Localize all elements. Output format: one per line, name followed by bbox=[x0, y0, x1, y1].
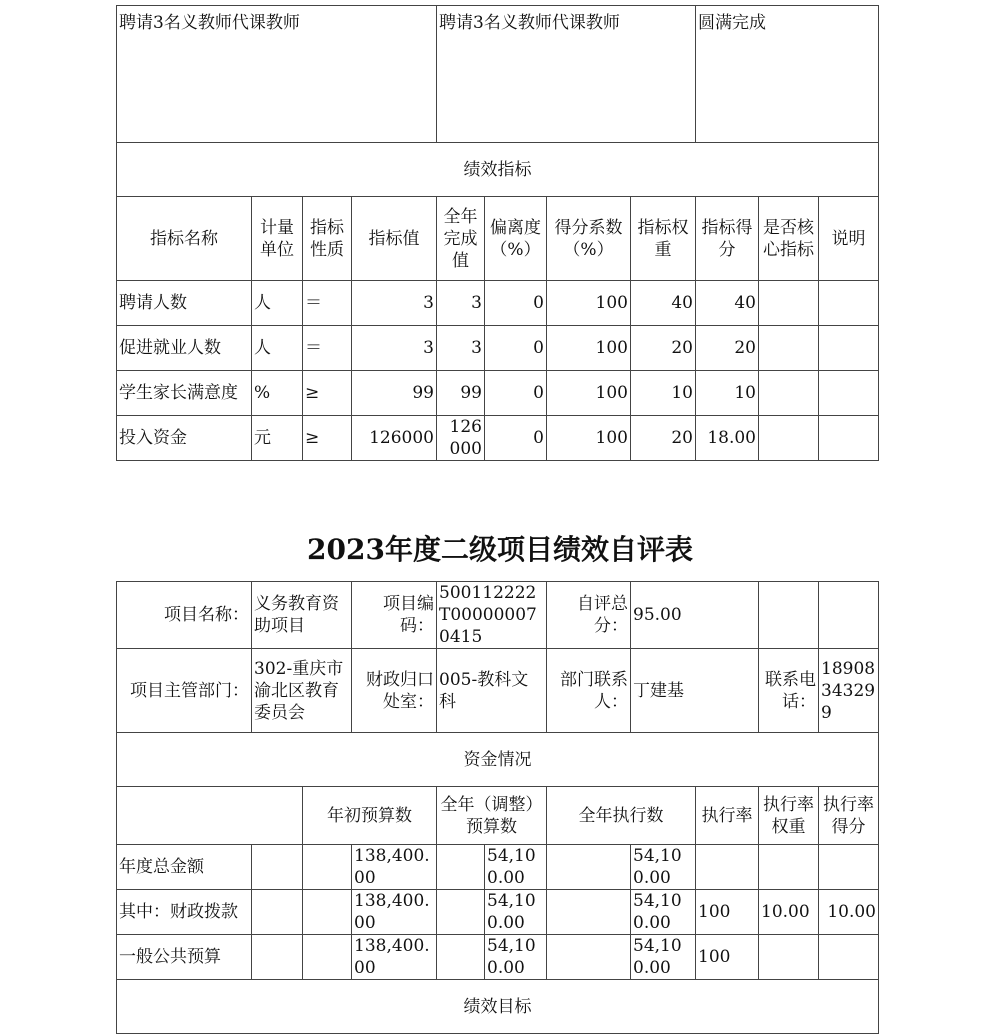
unit: 人 bbox=[252, 326, 303, 371]
remark bbox=[819, 416, 879, 461]
empty-cell bbox=[303, 890, 352, 935]
weight: 10 bbox=[631, 371, 696, 416]
score-coefficient: 100 bbox=[547, 416, 631, 461]
indicator-name: 投入资金 bbox=[117, 416, 252, 461]
table-row bbox=[117, 371, 879, 416]
goal-planned: 聘请3名义教师代课教师 bbox=[117, 6, 437, 143]
empty-cell bbox=[303, 935, 352, 980]
score: 20 bbox=[696, 326, 759, 371]
document-title: 2023年度二级项目绩效自评表 bbox=[307, 533, 693, 566]
fund-header: 全年（调整）预算数 bbox=[437, 787, 547, 845]
empty-cell bbox=[252, 845, 303, 890]
unit: 元 bbox=[252, 416, 303, 461]
empty-cell bbox=[437, 890, 485, 935]
weight: 40 bbox=[631, 281, 696, 326]
nature: ＝ bbox=[303, 281, 352, 326]
phone: 18908343299 bbox=[819, 649, 879, 733]
indicator-name: 聘请人数 bbox=[117, 281, 252, 326]
rate-score bbox=[819, 935, 879, 980]
weight: 20 bbox=[631, 416, 696, 461]
executed-amount: 54,100.00 bbox=[631, 845, 696, 890]
fund-section-title: 资金情况 bbox=[117, 733, 879, 787]
empty-cell bbox=[437, 935, 485, 980]
remark bbox=[819, 371, 879, 416]
core-flag bbox=[759, 371, 819, 416]
header-cell: 得分系数（%） bbox=[547, 197, 631, 281]
finance-office: 005-教科文科 bbox=[437, 649, 547, 733]
target-value: 99 bbox=[352, 371, 437, 416]
execution-rate: 100 bbox=[696, 935, 759, 980]
fund-header: 全年执行数 bbox=[547, 787, 696, 845]
adjusted-budget: 54,100.00 bbox=[485, 845, 547, 890]
initial-budget: 138,400.00 bbox=[352, 845, 437, 890]
score-coefficient: 100 bbox=[547, 326, 631, 371]
goal-actual: 聘请3名义教师代课教师 bbox=[437, 6, 696, 143]
rate-score: 10.00 bbox=[819, 890, 879, 935]
fund-header: 执行率 bbox=[696, 787, 759, 845]
score-coefficient: 100 bbox=[547, 371, 631, 416]
rate-weight bbox=[759, 935, 819, 980]
empty-cell bbox=[252, 890, 303, 935]
target-value: 126000 bbox=[352, 416, 437, 461]
table-row bbox=[117, 890, 879, 935]
initial-budget: 138,400.00 bbox=[352, 935, 437, 980]
header-cell: 指标名称 bbox=[117, 197, 252, 281]
actual-value: 126000 bbox=[437, 416, 485, 461]
empty-cell bbox=[547, 935, 631, 980]
performance-indicator-table bbox=[116, 5, 879, 461]
nature: ≥ bbox=[303, 371, 352, 416]
remark bbox=[819, 326, 879, 371]
empty-cell bbox=[117, 787, 303, 845]
deviation: 0 bbox=[485, 416, 547, 461]
goal-section-title: 绩效目标 bbox=[117, 980, 879, 1034]
actual-value: 99 bbox=[437, 371, 485, 416]
indicator-name: 促进就业人数 bbox=[117, 326, 252, 371]
header-cell: 指标值 bbox=[352, 197, 437, 281]
empty-cell bbox=[437, 845, 485, 890]
project-code-label: 项目编码： bbox=[352, 582, 437, 649]
core-flag bbox=[759, 326, 819, 371]
initial-budget: 138,400.00 bbox=[352, 890, 437, 935]
adjusted-budget: 54,100.00 bbox=[485, 890, 547, 935]
contact-person: 丁建基 bbox=[631, 649, 759, 733]
fund-header: 执行率得分 bbox=[819, 787, 879, 845]
execution-rate: 100 bbox=[696, 890, 759, 935]
indicator-name: 学生家长满意度 bbox=[117, 371, 252, 416]
project-code: 500112222T000000070415 bbox=[437, 582, 547, 649]
nature: ＝ bbox=[303, 326, 352, 371]
table-row bbox=[117, 416, 879, 461]
self-score: 95.00 bbox=[631, 582, 759, 649]
table-row bbox=[117, 326, 879, 371]
actual-value: 3 bbox=[437, 326, 485, 371]
header-cell: 指标权重 bbox=[631, 197, 696, 281]
fund-header: 年初预算数 bbox=[303, 787, 437, 845]
goal-result: 圆满完成 bbox=[696, 6, 879, 143]
score-coefficient: 100 bbox=[547, 281, 631, 326]
empty-cell bbox=[819, 582, 879, 649]
empty-cell bbox=[759, 582, 819, 649]
nature: ≥ bbox=[303, 416, 352, 461]
fund-row-label: 年度总金额 bbox=[117, 845, 252, 890]
header-cell: 说明 bbox=[819, 197, 879, 281]
header-cell: 计量单位 bbox=[252, 197, 303, 281]
phone-label: 联系电话： bbox=[759, 649, 819, 733]
dept-label: 项目主管部门： bbox=[117, 649, 252, 733]
self-score-label: 自评总分： bbox=[547, 582, 631, 649]
empty-cell bbox=[547, 890, 631, 935]
executed-amount: 54,100.00 bbox=[631, 890, 696, 935]
score: 40 bbox=[696, 281, 759, 326]
header-cell: 是否核心指标 bbox=[759, 197, 819, 281]
header-cell: 指标得分 bbox=[696, 197, 759, 281]
dept: 302-重庆市渝北区教育委员会 bbox=[252, 649, 352, 733]
header-cell: 指标性质 bbox=[303, 197, 352, 281]
target-value: 3 bbox=[352, 281, 437, 326]
unit: 人 bbox=[252, 281, 303, 326]
adjusted-budget: 54,100.00 bbox=[485, 935, 547, 980]
empty-cell bbox=[303, 845, 352, 890]
table-row bbox=[117, 845, 879, 890]
rate-score bbox=[819, 845, 879, 890]
fund-row-label: 其中：财政拨款 bbox=[117, 890, 252, 935]
rate-weight: 10.00 bbox=[759, 890, 819, 935]
project-name: 义务教育资助项目 bbox=[252, 582, 352, 649]
project-self-assessment-table bbox=[116, 581, 879, 1034]
deviation: 0 bbox=[485, 281, 547, 326]
header-cell: 偏离度（%） bbox=[485, 197, 547, 281]
execution-rate bbox=[696, 845, 759, 890]
score: 18.00 bbox=[696, 416, 759, 461]
section-title: 绩效指标 bbox=[117, 143, 879, 197]
core-flag bbox=[759, 416, 819, 461]
project-name-label: 项目名称： bbox=[117, 582, 252, 649]
actual-value: 3 bbox=[437, 281, 485, 326]
score: 10 bbox=[696, 371, 759, 416]
fund-row-label: 一般公共预算 bbox=[117, 935, 252, 980]
remark bbox=[819, 281, 879, 326]
table-row bbox=[117, 935, 879, 980]
weight: 20 bbox=[631, 326, 696, 371]
empty-cell bbox=[252, 935, 303, 980]
rate-weight bbox=[759, 845, 819, 890]
header-cell: 全年完成值 bbox=[437, 197, 485, 281]
fund-header: 执行率权重 bbox=[759, 787, 819, 845]
deviation: 0 bbox=[485, 326, 547, 371]
finance-label: 财政归口处室： bbox=[352, 649, 437, 733]
core-flag bbox=[759, 281, 819, 326]
empty-cell bbox=[547, 845, 631, 890]
deviation: 0 bbox=[485, 371, 547, 416]
unit: % bbox=[252, 371, 303, 416]
executed-amount: 54,100.00 bbox=[631, 935, 696, 980]
table-row bbox=[117, 281, 879, 326]
contact-label: 部门联系人： bbox=[547, 649, 631, 733]
target-value: 3 bbox=[352, 326, 437, 371]
